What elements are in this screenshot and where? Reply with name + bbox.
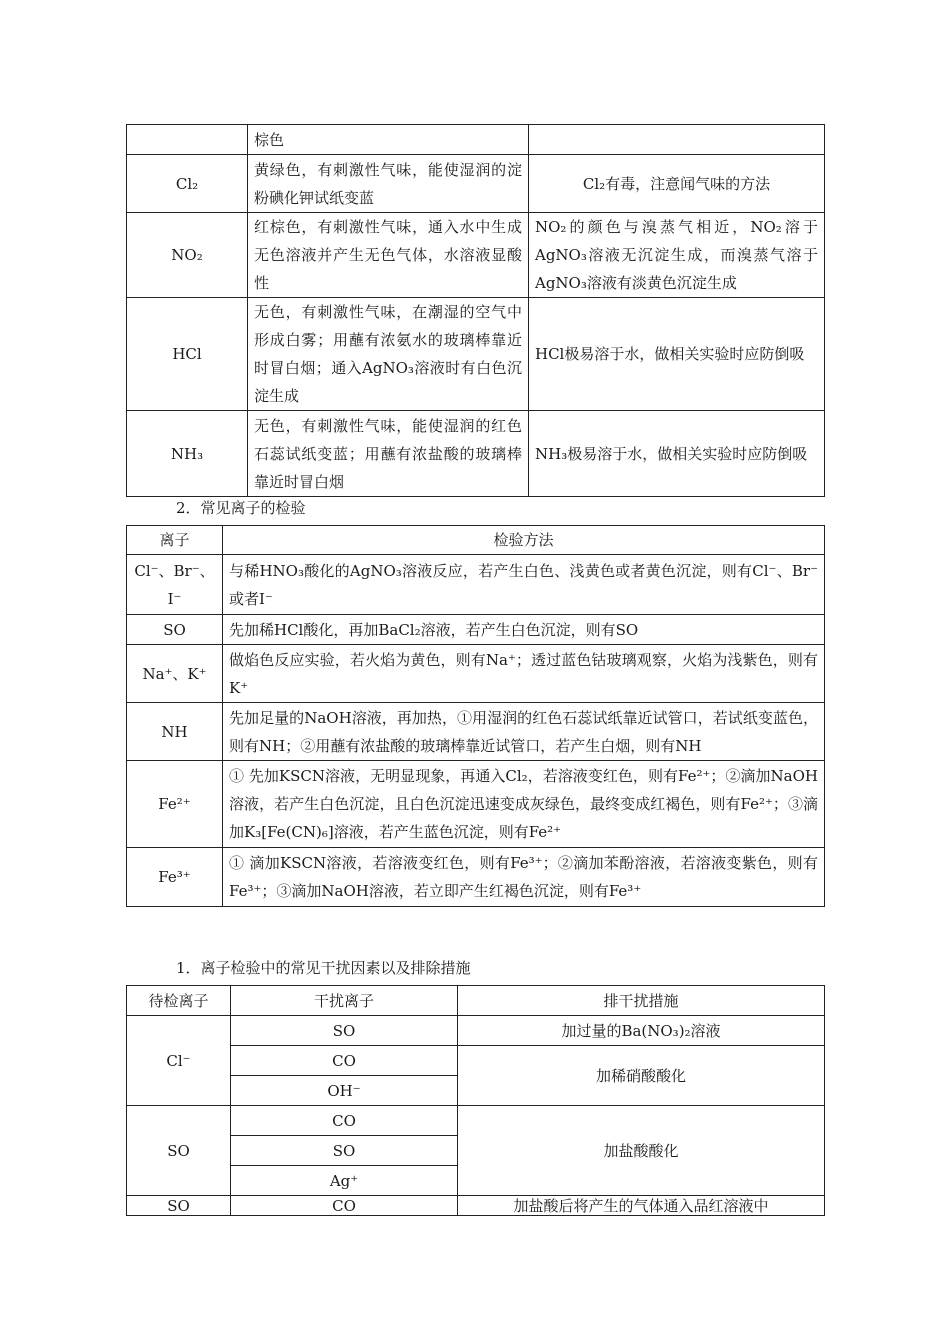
interfering-ion: CO — [231, 1196, 458, 1216]
gas-name — [127, 125, 248, 155]
ion-method: 先加稀HCl酸化，再加BaCl₂溶液，若产生白色沉淀，则有SO — [223, 615, 825, 645]
table-row — [127, 645, 825, 703]
gas-name: NO₂ — [127, 213, 248, 298]
ion-name: Cl⁻、Br⁻、I⁻ — [127, 555, 223, 615]
ion-method: 做焰色反应实验，若火焰为黄色，则有Na⁺；透过蓝色钴玻璃观察，火焰为浅紫色，则有K⁺ — [223, 645, 825, 703]
target-ion: Cl⁻ — [127, 1016, 231, 1106]
header-ion: 离子 — [127, 526, 223, 555]
table-row — [127, 703, 825, 761]
measure: 加过量的Ba(NO₃)₂溶液 — [458, 1016, 825, 1046]
measure: 加稀硝酸酸化 — [458, 1046, 825, 1106]
gas-note: NH₃极易溶于水，做相关实验时应防倒吸 — [529, 411, 825, 497]
interference-table — [126, 985, 825, 1216]
measure: 加盐酸后将产生的气体通入品红溶液中 — [458, 1196, 825, 1216]
table-row — [127, 411, 825, 497]
table-row — [127, 761, 825, 848]
ion-name: Fe²⁺ — [127, 761, 223, 848]
ion-name: Na⁺、K⁺ — [127, 645, 223, 703]
ion-name: Fe³⁺ — [127, 848, 223, 907]
gas-note: Cl₂有毒，注意闻气味的方法 — [529, 155, 825, 213]
interfering-ion: CO — [231, 1106, 458, 1136]
table-row — [127, 848, 825, 907]
ion-method: ① 滴加KSCN溶液，若溶液变红色，则有Fe³⁺；②滴加苯酚溶液，若溶液变紫色，则有Fe³⁺；③滴加NaOH溶液，若立即产生红褐色沉淀，则有Fe³⁺ — [223, 848, 825, 907]
gas-desc: 无色，有刺激性气味，在潮湿的空气中形成白雾；用蘸有浓氨水的玻璃棒靠近时冒白烟；通入AgNO₃溶液时有白色沉淀生成 — [248, 298, 529, 411]
interfering-ion: OH⁻ — [231, 1076, 458, 1106]
section-title: 1．离子检验中的常见干扰因素以及排除措施 — [176, 959, 471, 977]
section-title: 2．常见离子的检验 — [176, 499, 306, 517]
ion-name: NH — [127, 703, 223, 761]
gas-note — [529, 125, 825, 155]
gas-desc: 红棕色，有刺激性气味，通入水中生成无色溶液并产生无色气体，水溶液显酸性 — [248, 213, 529, 298]
header-target-ion: 待检离子 — [127, 986, 231, 1016]
gas-desc: 无色，有刺激性气味，能使湿润的红色石蕊试纸变蓝；用蘸有浓盐酸的玻璃棒靠近时冒白烟 — [248, 411, 529, 497]
interfering-ion: SO — [231, 1016, 458, 1046]
ion-method: 先加足量的NaOH溶液，再加热，①用湿润的红色石蕊试纸靠近试管口，若试纸变蓝色，则有NH；②用蘸有浓盐酸的玻璃棒靠近试管口，若产生白烟，则有NH — [223, 703, 825, 761]
gas-name: HCl — [127, 298, 248, 411]
target-ion: SO — [127, 1196, 231, 1216]
table-row — [127, 1016, 825, 1046]
table-row — [127, 1106, 825, 1136]
gas-table — [126, 124, 825, 497]
table-row — [127, 1046, 825, 1076]
measure: 加盐酸酸化 — [458, 1106, 825, 1196]
table-header-row — [127, 986, 825, 1016]
interfering-ion: SO — [231, 1136, 458, 1166]
table-row — [127, 213, 825, 298]
gas-desc: 棕色 — [248, 125, 529, 155]
ion-test-table — [126, 525, 825, 907]
ion-method: ① 先加KSCN溶液，无明显现象，再通入Cl₂，若溶液变红色，则有Fe²⁺；②滴加NaOH溶液，若产生白色沉淀，且白色沉淀迅速变成灰绿色，最终变成红褐色，则有Fe²⁺；③滴加K₃[Fe(CN)₆]溶液，若产生蓝色沉淀，则有Fe²⁺ — [223, 761, 825, 848]
ion-method: 与稀HNO₃酸化的AgNO₃溶液反应，若产生白色、浅黄色或者黄色沉淀，则有Cl⁻、Br⁻或者I⁻ — [223, 555, 825, 615]
gas-name: NH₃ — [127, 411, 248, 497]
table-row — [127, 615, 825, 645]
table-header-row — [127, 526, 825, 555]
gas-desc: 黄绿色，有刺激性气味，能使湿润的淀粉碘化钾试纸变蓝 — [248, 155, 529, 213]
header-method: 检验方法 — [223, 526, 825, 555]
table-row — [127, 1196, 825, 1216]
table-row — [127, 298, 825, 411]
target-ion: SO — [127, 1106, 231, 1196]
interfering-ion: CO — [231, 1046, 458, 1076]
table-row — [127, 155, 825, 213]
ion-name: SO — [127, 615, 223, 645]
header-measure: 排干扰措施 — [458, 986, 825, 1016]
gas-name: Cl₂ — [127, 155, 248, 213]
table-row — [127, 555, 825, 615]
header-interfering-ion: 干扰离子 — [231, 986, 458, 1016]
gas-note: NO₂的颜色与溴蒸气相近，NO₂溶于AgNO₃溶液无沉淀生成，而溴蒸气溶于AgNO₃溶液有淡黄色沉淀生成 — [529, 213, 825, 298]
table-row — [127, 125, 825, 155]
interfering-ion: Ag⁺ — [231, 1166, 458, 1196]
gas-note: HCl极易溶于水，做相关实验时应防倒吸 — [529, 298, 825, 411]
